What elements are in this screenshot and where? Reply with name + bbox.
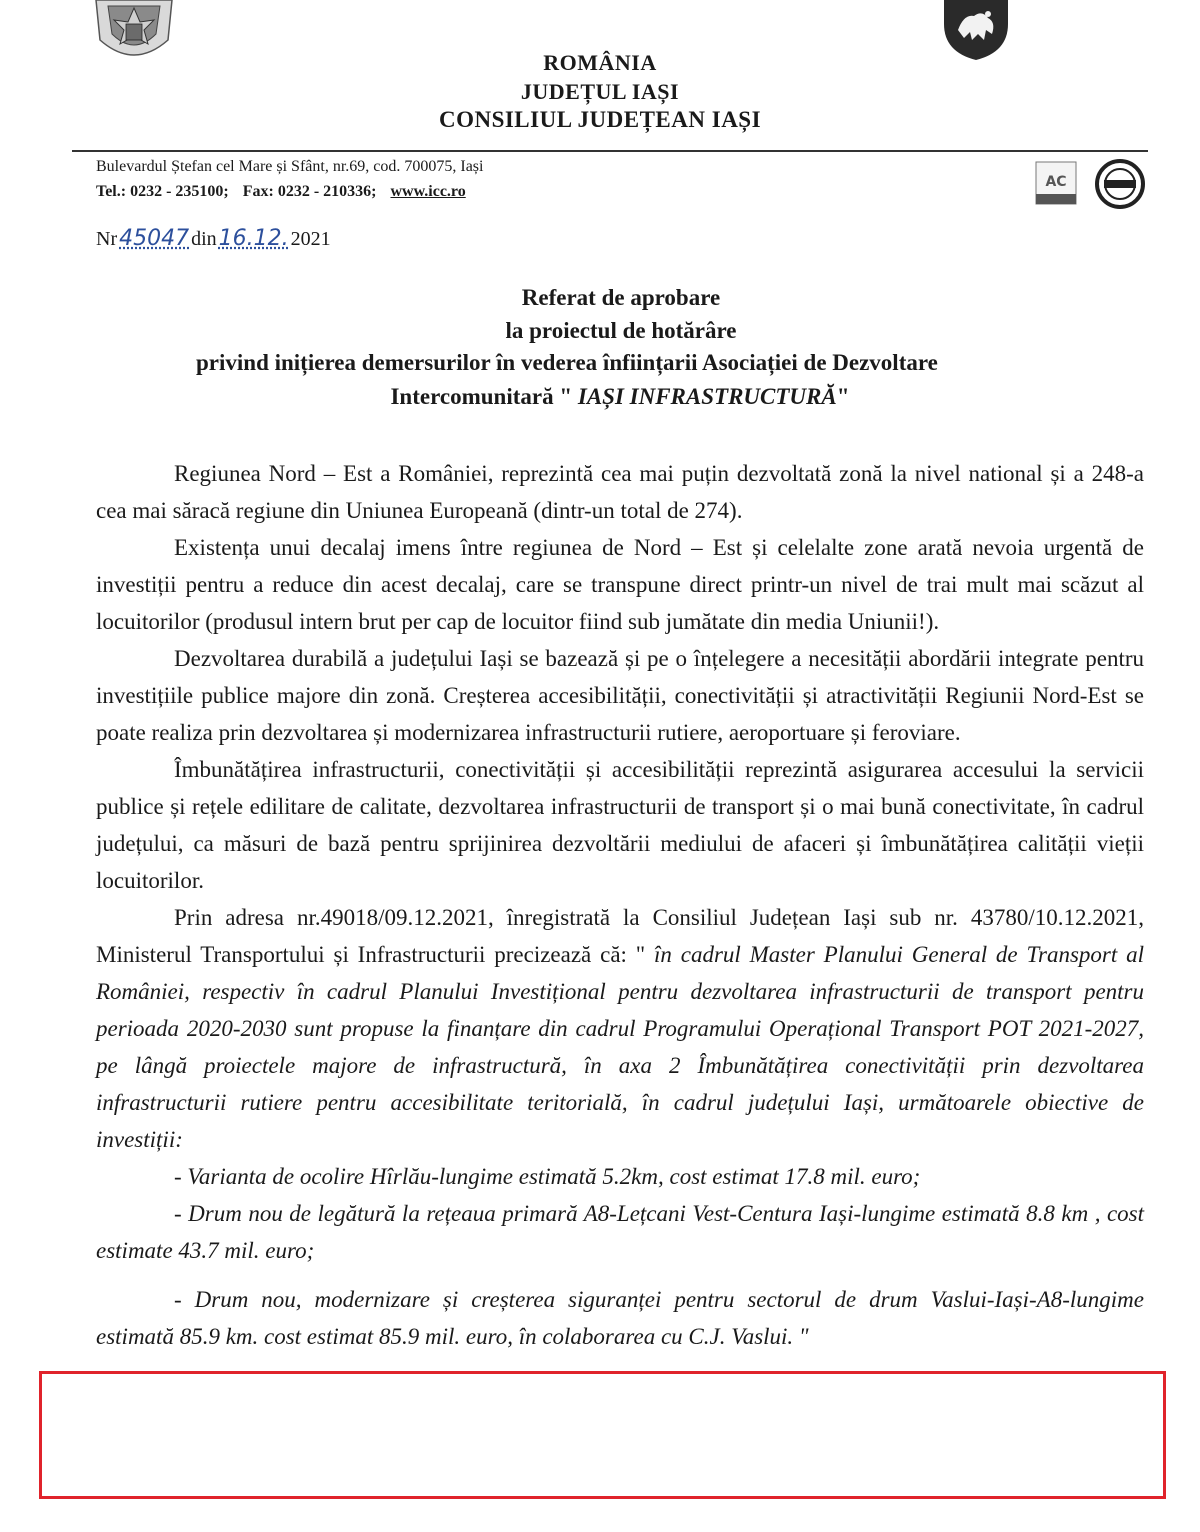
document-subject: privind inițierea demersurilor în vederea înființarii Asociației de Dezvoltare (196, 350, 938, 375)
header-contacts (96, 183, 476, 201)
paragraph-5-intro: Prin adresa nr.49018/09.12.2021, înregistrată la Consiliul Județean Iași sub nr. 43780/10.12.2021, Ministerul Transportului și Infrastructurii precizează că: " (96, 905, 1144, 967)
document-title: Referat de aprobare (521, 285, 721, 310)
svg-text:AC: AC (1045, 174, 1067, 190)
subject-suffix: " (836, 384, 850, 409)
paragraph-5-quote: în cadrul Master Planului General de Transport al României, respectiv în cadrul Planului Investițional pentru dezvoltarea infrastructurii de transport pentru perioada 2020-2030 sunt propuse la finanțare din cadrul Programului Operațional Transport POT 2021-2027, pe lângă proiectele majore de infrastructură, în axa 2 Îmbunătățirea conectivității prin dezvoltarea infrastructurii rutiere pentru accesibilitate teritorială, în cadrul județului Iași, următoarele obiective de investiții: (96, 942, 1144, 1152)
header-phone: Tel.: 0232 - 235100; (96, 183, 229, 200)
header-council: CONSILIUL JUDEȚEAN IAȘI (438, 107, 762, 132)
header-fax: Fax: 0232 - 210336; (242, 183, 377, 200)
header-divider (72, 150, 1148, 152)
investment-item-1: - Varianta de ocolire Hîrlău-lungime estimată 5.2km, cost estimat 17.8 mil. euro; (174, 1164, 921, 1189)
registration-date: 16.12. (218, 226, 289, 251)
registration-nr-label: Nr (96, 228, 118, 250)
paragraph-2: Existența unui decalaj imens între regiunea de Nord – Est și celelalte zone arată nevoia urgentă de investiții pentru a reduce din acest decalaj, care se transpune direct printr-un nivel de trai mult mai scăzut al locuitorilor (produsul intern brut per cap de locuitor fiind sub jumătate din media Uniunii!). (96, 535, 1144, 634)
registration-year: 2021 (290, 228, 331, 250)
paragraph-5 (96, 899, 1144, 1158)
iqnet-logo-icon (1094, 158, 1146, 210)
paragraph-4: Îmbunătățirea infrastructurii, conectivității și accesibilității reprezintă asigurarea accesului la servicii publice și rețele edilitare de calitate, dezvoltarea infrastructurii de transport și o mai bună conectivitate, în cadrul județului, ca măsuri de bază pentru sprijinirea dezvoltării mediului de afaceri și îmbunătățirea calității vieții locuitorilor. (96, 757, 1144, 893)
subject-association-name: IAȘI INFRASTRUCTURĂ (577, 384, 837, 409)
header-country: ROMÂNIA (543, 50, 657, 75)
header-county: JUDEȚUL IAȘI (520, 79, 680, 104)
registration-number: 45047 (119, 226, 190, 251)
paragraph-1: Regiunea Nord – Est a României, reprezintă cea mai puțin dezvoltată zonă la nivel national și a 248-a cea mai săracă regiune din Uniunea Europeană (dintr-un total de 274). (96, 461, 1144, 523)
subject-prefix: Intercomunitară " (390, 384, 578, 409)
header-address: Bulevardul Ștefan cel Mare și Sfânt, nr.69, cod. 700075, Iași (96, 158, 484, 175)
document-body (96, 455, 1144, 1355)
document-subtitle: la proiectul de hotărâre (505, 318, 737, 343)
sracert-iso-logo-icon (1030, 158, 1082, 208)
paragraph-3: Dezvoltarea durabilă a județului Iași se bazează și pe o înțelegere a necesității abordării integrate pentru investițiile publice majore din zonă. Creșterea accesibilității, conectivității și atractivității Regiunii Nord-Est se poate realiza prin dezvoltarea și modernizarea infrastructurii rutiere, aeroportuare și feroviare. (96, 646, 1144, 745)
investment-item-3: - Drum nou, modernizare și creșterea siguranței pentru sectorul de drum Vaslui-Iași-A8-lungime estimată 85.9 km. cost estimat 85.9 mil. euro, în colaborarea cu C.J. Vaslui. " (96, 1287, 1144, 1349)
highlight-box (39, 1371, 1166, 1499)
header-website-link[interactable]: www.icc.ro (390, 183, 466, 200)
investment-item-2: - Drum nou de legătură la rețeaua primară A8-Lețcani Vest-Centura Iași-lungime estimată 8.8 km , cost estimate 43.7 mil. euro; (96, 1201, 1144, 1263)
registration-din-label: din (191, 228, 217, 250)
registration-line (96, 226, 331, 251)
document-subject-end (0, 384, 1200, 410)
